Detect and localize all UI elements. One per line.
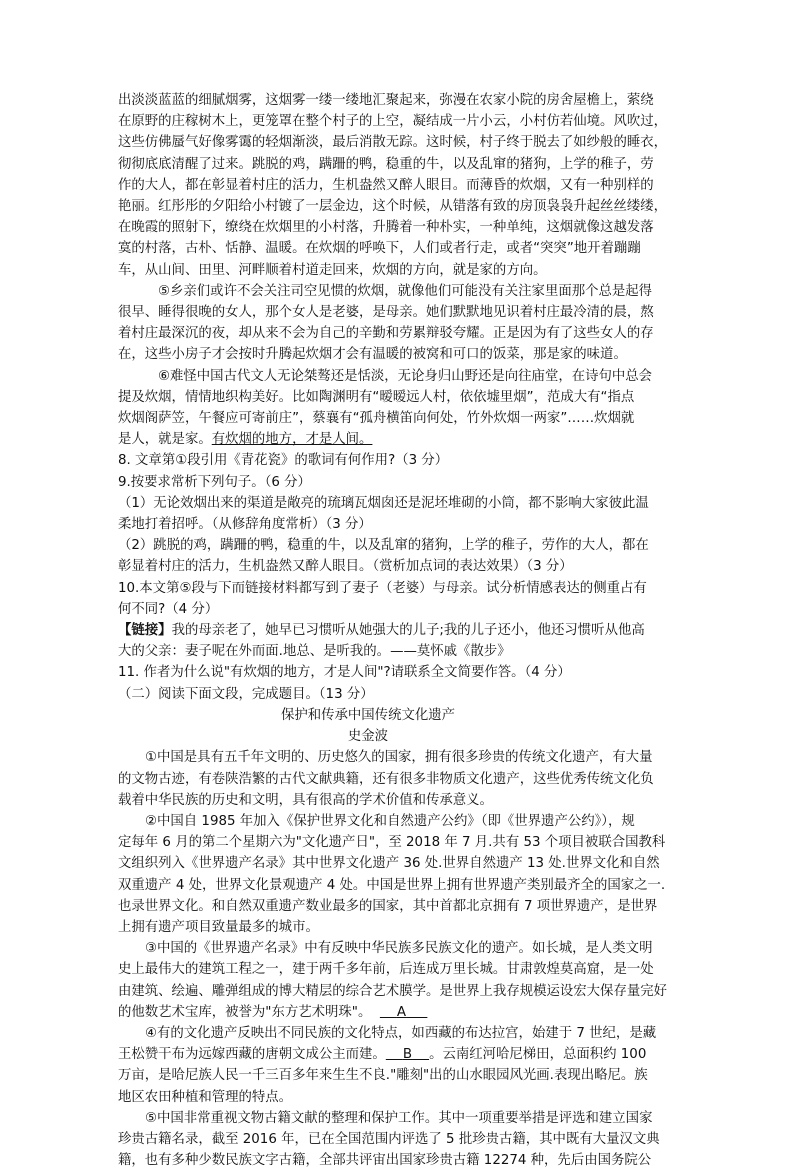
text-span: 的他数艺术宝库，被誉为"东方艺术明珠"。 <box>118 1004 372 1020</box>
text-line: 的文物古迹，有卷陕浩繁的古代文献典籍，还有很多非物质文化遗产，这些优秀传统文化负 <box>118 771 654 787</box>
text-span: 王松赞干布为远嫁西藏的唐朝文成公主而建。 <box>118 1047 386 1063</box>
question-9-2-cont: 彰显着村庄的活力，生机盎然又醉人眼目。（赏析加点词的表达效果）（3 分） <box>118 559 573 575</box>
link-text: 我的母亲老了，她早已习惯听从她强大的儿子;我的儿子还小，他还习惯听从他高 <box>171 623 645 639</box>
question-9-1-cont: 柔地打着招呼。（从修辞角度常析）（3 分） <box>118 517 372 533</box>
blank-a <box>380 1005 428 1020</box>
text-line: 寞的村落，古朴、恬静、温暖。在炊烟的呼唤下，人们或者行走，或者“突突”地开着蹦蹦 <box>118 241 641 257</box>
question-10: 10.本文第⑤段与下而链接材料都写到了妻子（老婆）与母亲。试分析情感表达的侧重占有 <box>118 580 647 596</box>
text-line: 载着中华民族的历史和文明，具有很高的学术价值和传承意义。 <box>118 792 493 808</box>
text-line: 双重遗产 4 处，世界文化景观遗产 4 处。中国是世界上拥有世界遗产类别最齐全的国家之一. <box>118 877 666 893</box>
text-line: 车，从山间、田里、河畔顺着村道走回来，炊烟的方向，就是家的方向。 <box>118 262 547 278</box>
link-label: 【链接】 <box>118 623 172 639</box>
text-line: 彻彻底底清醒了过来。跳脱的鸡，蹒跚的鸭，稳重的牛，以及乱窜的猪狗，上学的稚子，劳 <box>118 156 654 172</box>
article-title: 保护和传承中国传统文化遗产 <box>280 707 456 723</box>
text-span: 是人，就是家。 <box>118 432 212 448</box>
text-line: 文组织列入《世界遗产名录》其中世界文化遗产 36 处.世界自然遗产 13 处.世界文化和自然 <box>118 856 660 872</box>
text-line: 提及炊烟，情情地织构美好。比如陶渊明有“暧暧远人村，依依墟里烟”，范成大有“指点 <box>118 389 635 405</box>
text-line: 籍，也有多种少数民族文字古籍，全部共评宙出国家珍贵古籍 12274 种，先后由国务院公 <box>118 1153 652 1169</box>
blank-b <box>386 1047 429 1062</box>
text-line: 定每年 6 月的第二个星期六为"文化遗产日"，至 2018 年 7 月.共有 53 个项目被联合国教科 <box>118 835 666 851</box>
question-10-cont: 何不同?（4 分） <box>118 601 219 617</box>
text-line: ⑥难怪中国古代文人无论桀骜还是恬淡，无论身归山野还是向往庙堂，在诗句中总会 <box>158 368 653 384</box>
section-2-heading: （二）阅读下面文段，完成题目。（13 分） <box>118 686 374 702</box>
passage1-paragraph-5 <box>118 281 678 366</box>
text-line: 珍贵古籍名录，截至 2016 年，已在全国范围内评选了 5 批珍贵古籍，其中既有大量汉文典 <box>118 1131 660 1147</box>
text-line: ②中国自 1985 年加入《保护世界文化和自然遗产公约》（即《世界遗产公约》），规 <box>145 813 635 829</box>
passage1-paragraph-1 <box>118 90 678 281</box>
text-line: 在，这些小房子才会按时升腾起炊烟才会有温暖的被窝和可口的饭菜，那是家的味道。 <box>118 347 627 363</box>
text-line: 艳丽。红彤彤的夕阳给小村镀了一层金边，这个时候，从错落有致的房顶袅袅升起丝丝缕缕， <box>118 199 668 215</box>
text-line: 作的大人，都在彰显着村庄的活力，生机盎然又醉人眼目。而薄昏的炊烟，又有一种别样的 <box>118 177 654 193</box>
text-line <box>118 1044 678 1065</box>
passage1-paragraph-6 <box>118 366 678 451</box>
link-material <box>118 620 678 641</box>
question-9-2: （2）跳脱的鸡，蹒跚的鸭，稳重的牛，以及乱窜的猪狗，上学的稚子，劳作的大人，都在 <box>118 538 649 554</box>
text-line: 史上最伟大的建筑工程之一，建于两千多年前，后连成万里长城。甘肃敦煌莫高窟，是一处 <box>118 962 654 978</box>
text-line: 万亩，是哈尼族人民一千三百多年来生生不良."雕刻"出的山水眼园风光画.表现出略尼。族 <box>118 1068 648 1084</box>
text-line: 着村庄最深沉的夜，却从来不会为自己的辛勤和劳累辩驳夸耀。正是因为有了这些女人的存 <box>118 326 654 342</box>
question-9: 9.按要求常析下列句子。（6 分） <box>118 474 311 490</box>
text-line: ⑤中国非常重视文物古籍文献的整理和保护工作。其中一项重要举措是评选和建立国家 <box>145 1110 653 1126</box>
underlined-sentence: 有炊烟的地方，才是人间。 <box>211 432 373 448</box>
text-line <box>118 1002 678 1023</box>
text-span: 。云南红河哈尼梯田，总面积约 100 <box>429 1047 647 1063</box>
text-line: ⑤乡亲们或许不会关注司空见惯的炊烟，就像他们可能没有关注家里面那个总是起得 <box>158 283 653 299</box>
question-11: 11. 作者为什么说"有炊烟的地方，才是人间"?请联系全文简要作答。（4 分） <box>118 665 571 681</box>
text-line: 这些仿佛蜃气好像雾霭的轻烟渐淡，最后消散无踪。这时候，村子终于脱去了如纱般的睡衣， <box>118 135 668 151</box>
document-page <box>118 90 678 1171</box>
passage2 <box>118 705 678 1171</box>
text-line: ①中国是具有五千年文明的、历史悠久的国家，拥有很多珍贵的传统文化遗产，有大量 <box>145 750 653 766</box>
text-line: ③中国的《世界遗产名录》中有反映中华民族多民族文化的遗产。如长城，是人类文明 <box>145 941 653 957</box>
text-line: 出淡淡蓝蓝的细腻烟雾，这烟雾一缕一缕地汇聚起来，弥漫在农家小院的房舍屋檐上，萦绕 <box>118 93 654 108</box>
text-line: 在晚霞的照射下，缭绕在炊烟里的小村落，升腾着一种朴实，一种单纯，这烟就像这越发落 <box>118 220 654 236</box>
text-line: 地区农田种植和管理的特点。 <box>118 1089 293 1105</box>
link-material-cont: 大的父亲：妻子呢在外而面.地总、是听我的。——莫怀戚《散步》 <box>118 644 511 660</box>
question-8: 8. 文章第①段引用《青花瓷》的歌词有何作用?（3 分） <box>118 453 449 469</box>
questions-section-1 <box>118 450 678 704</box>
text-line: 在原野的庄稼树木上，更笼罩在整个村子的上空，凝结成一片小云，小村仿若仙境。风吹过， <box>118 114 668 130</box>
text-line <box>118 429 678 450</box>
text-line: 上拥有遗产项目致量最多的城市。 <box>118 919 319 935</box>
text-line: 也录世界文化。和自然双重遗产数业最多的国家，其中首都北京拥有 7 项世界遗产，是世界 <box>118 898 658 914</box>
question-9-1: （1）无论效烟出来的渠道是敞亮的琉璃瓦烟囱还是泥坯堆砌的小筒，都不影响大家彼此温 <box>118 495 649 511</box>
blank-a-label: A <box>396 1004 407 1020</box>
text-line: ④有的文化遗产反映出不同民族的文化特点，如西藏的布达拉宫，始建于 7 世纪，是藏 <box>145 1025 657 1041</box>
text-line: 由建筑、绘遍、雕弹组成的博大精层的综合艺术膜学。是世界上我存规模运设宏大保存量完好 <box>118 983 668 999</box>
text-line: 很早、睡得很晚的女人，那个女人是老婆，是母亲。她们默默地见识着村庄最冷清的晨，熬 <box>118 305 654 321</box>
text-line: 炊烟阁萨笠，午餐应可寄前庄”，蔡襄有“孤舟横笛向何处，竹外炊烟一两家”……炊烟就 <box>118 411 635 427</box>
article-author: 史金波 <box>347 729 389 745</box>
blank-b-label: B <box>402 1047 413 1063</box>
